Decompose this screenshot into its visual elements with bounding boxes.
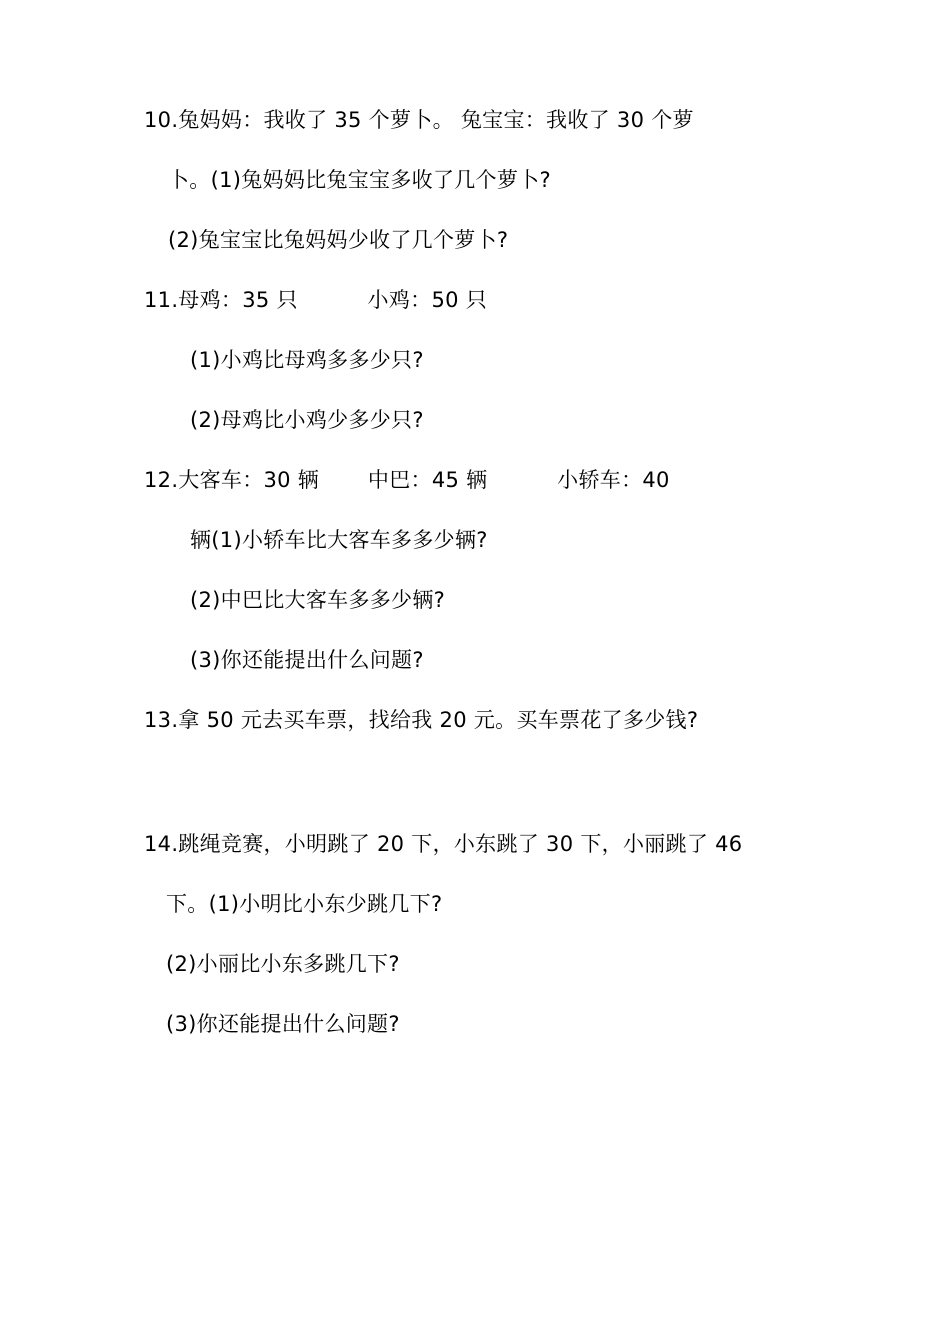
problem-11-line-3: (2)母鸡比小鸡少多少只? bbox=[190, 408, 424, 432]
problem-10-line-3: (2)兔宝宝比兔妈妈少收了几个萝卜? bbox=[168, 228, 509, 252]
problem-12-line-1: 12.大客车：30 辆 中巴：45 辆 小轿车：40 bbox=[144, 468, 670, 492]
problem-12-line-3: (2)中巴比大客车多多少辆? bbox=[190, 588, 446, 612]
problem-14-line-4: (3)你还能提出什么问题? bbox=[166, 1012, 400, 1036]
problem-10-line-2: 卜。(1)兔妈妈比兔宝宝多收了几个萝卜? bbox=[168, 168, 551, 192]
problem-11-line-1: 11.母鸡：35 只 小鸡：50 只 bbox=[144, 288, 488, 312]
problem-11-line-2: (1)小鸡比母鸡多多少只? bbox=[190, 348, 424, 372]
problem-14-line-3: (2)小丽比小东多跳几下? bbox=[166, 952, 400, 976]
problem-14-line-2: 下。(1)小明比小东少跳几下? bbox=[166, 892, 443, 916]
problem-13-line-1: 13.拿 50 元去买车票，找给我 20 元。买车票花了多少钱? bbox=[144, 708, 699, 732]
problem-12-line-4: (3)你还能提出什么问题? bbox=[190, 648, 424, 672]
problem-10-line-1: 10.兔妈妈：我收了 35 个萝卜。 兔宝宝：我收了 30 个萝 bbox=[144, 108, 694, 132]
problem-12-line-2: 辆(1)小轿车比大客车多多少辆? bbox=[190, 528, 488, 552]
problem-14-line-1: 14.跳绳竞赛，小明跳了 20 下，小东跳了 30 下，小丽跳了 46 bbox=[144, 832, 743, 856]
